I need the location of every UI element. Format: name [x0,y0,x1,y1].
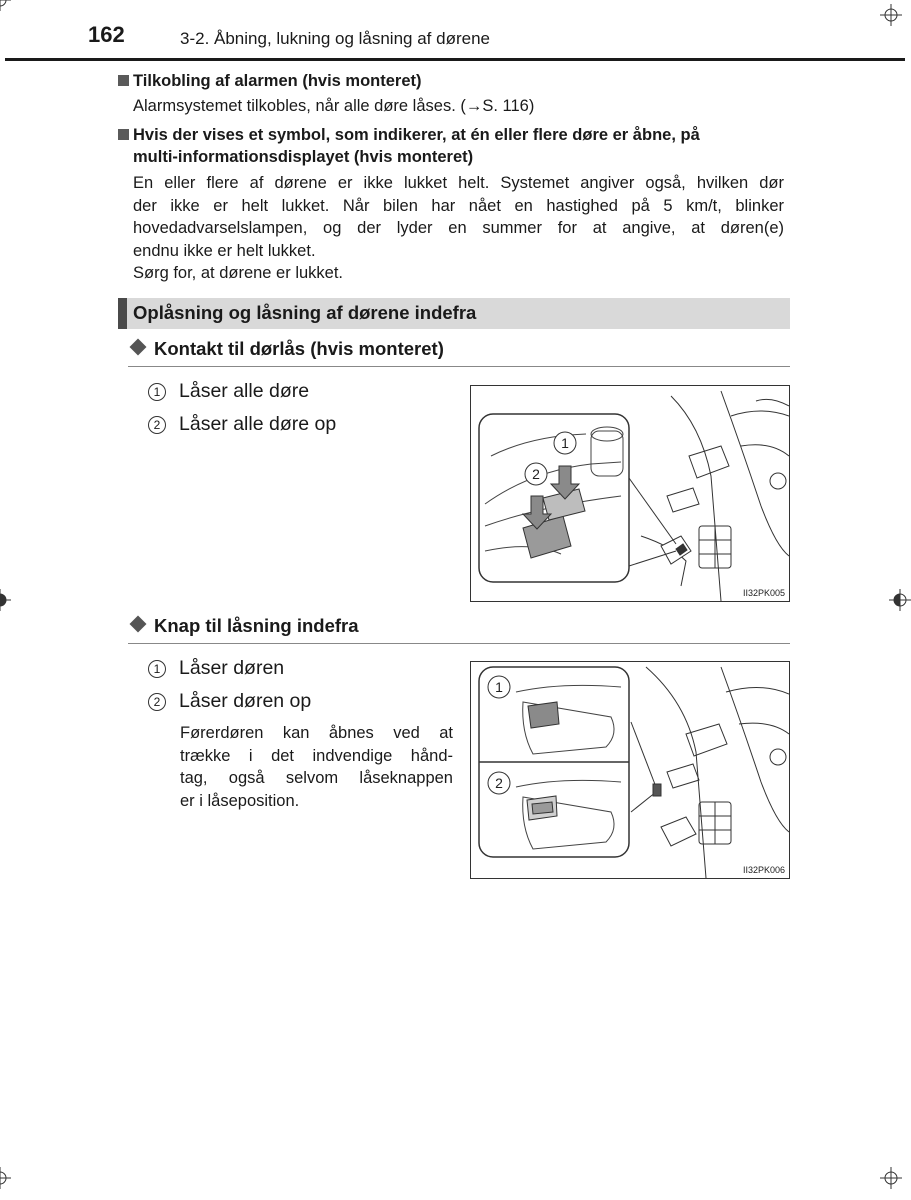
registration-mark-icon [0,0,11,11]
subheading-divider [128,643,790,644]
registration-mark-icon [880,4,902,26]
registration-mark-icon [889,589,911,611]
callout-1: 1 [495,679,503,695]
callout-2: 2 [495,775,503,791]
inside-lock-button-drawing [471,662,789,878]
door-lock-switch-drawing [471,386,789,601]
list-item: 2 Låser døren op [148,690,311,713]
header-divider [5,58,905,61]
door-symbol-heading-cont: multi-informationsdisplayet (hvis monteret) [133,148,474,166]
note-paragraph: Førerdøren kan åbnes ved at trække i det indvendige hånd- tag, også selvom låseknappen er i låseposition. [180,724,453,810]
diamond-bullet-icon [130,616,147,633]
section-title: Oplåsning og låsning af dørene indefra [133,302,477,323]
square-bullet-icon [118,75,129,86]
inside-lock-button-illustration [470,661,790,879]
callout-2: 2 [532,466,540,482]
registration-mark-icon [880,1167,902,1189]
figure-code: II32PK006 [742,865,785,875]
alarm-heading: Tilkobling af alarmen (hvis monteret) [118,70,422,92]
square-bullet-icon [118,129,129,140]
figure-code: II32PK005 [742,588,785,598]
list-item: 1 Låser alle døre [148,380,309,403]
callout-1: 1 [561,435,569,451]
list-item: 2 Låser alle døre op [148,413,336,436]
list-item: 1 Låser døren [148,657,284,680]
door-lock-switch-illustration [470,385,790,602]
diamond-bullet-icon [130,339,147,356]
registration-mark-icon [0,589,11,611]
alarm-text: Alarmsystemet tilkobles, når alle døre låses. (→S. 116) [133,97,535,115]
page-number: 162 [88,22,125,47]
door-symbol-heading: Hvis der vises et symbol, som indikerer, at én eller flere døre er åbne, på [118,124,798,146]
door-lock-switch-heading: Kontakt til dørlås (hvis monteret) [128,338,444,360]
chapter-title: 3-2. Åbning, lukning og låsning af dørene [180,29,490,48]
door-symbol-paragraph: En eller flere af dørene er ikke lukket helt. Systemet angiver også, hvilken dør der ikke er helt lukket. Når bilen har nået en hastighed på 5 km/t, blinker hovedadvarselslampen, og der lyder en summer for at angive, at døren(e) endnu ikke er helt lukket. Sørg for, at dørene er lukket. [133,174,784,282]
inside-lock-button-heading: Knap til låsning indefra [128,615,359,637]
subheading-divider [128,366,790,367]
registration-mark-icon [0,1167,11,1189]
